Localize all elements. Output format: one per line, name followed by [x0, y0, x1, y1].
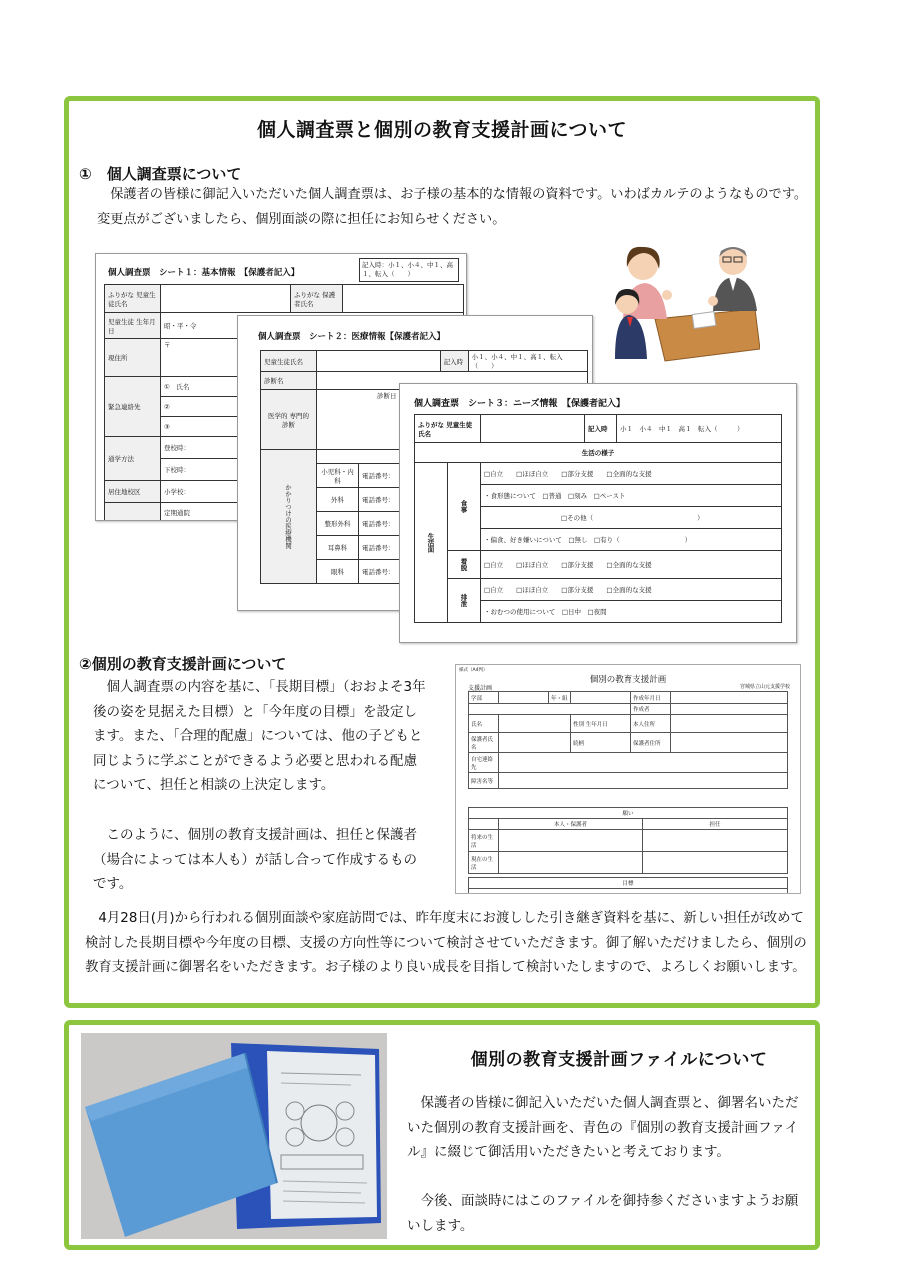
plan-table-wishes — [468, 807, 788, 874]
sheet2-cell: 整形外科 — [317, 512, 359, 536]
sheet1-cell: 氏名 — [176, 383, 190, 391]
sheet1-cell: 〒 — [161, 339, 464, 377]
plan-cell: 目標 — [469, 878, 788, 889]
sheet1-cell: 通学方法 — [105, 437, 161, 481]
folder-photo — [81, 1033, 387, 1239]
file-request: 今後、面談時にはこのファイルを御持参くださいますようお願いします。 — [407, 1193, 799, 1234]
sheet2-cell: 診断名 — [261, 372, 317, 390]
sheet1-cell: ふりがな 児童生徒氏名 — [105, 285, 161, 313]
sheet1-cell: 登校時： — [161, 437, 464, 459]
file-panel — [64, 1020, 820, 1250]
plan-cell: 年・組 — [549, 692, 571, 704]
plan-sub-left: 支援計画 — [468, 685, 493, 692]
file-title: 個別の教育支援計画ファイルについて — [470, 1050, 768, 1070]
sheet1-cell: ② — [161, 397, 464, 417]
sheet2-cell: 耳鼻科 — [317, 536, 359, 560]
plan-cell: 保護者氏名 — [469, 733, 499, 753]
meeting-illustration — [615, 239, 760, 364]
plan-cell: 学部 — [469, 692, 499, 704]
plan-description: 個人調査票の内容を基に、「長期目標」（おおよそ3年後の姿を見据えた目標）と「今年度の目標」を設定します。また、「合理的配慮」については、他の子どもと同じように学ぶことができるよう必要と思われる配慮について、担任と相談の上決定します。 — [93, 679, 426, 793]
sheet3-row: □その他（ ） — [481, 507, 782, 529]
sheet2-cell: 電話番号： — [359, 464, 588, 488]
plan-sub-right: 宮城県立山元支援学校 — [739, 684, 790, 690]
sheet2-cell: 小１、小４、中１、高１、転入（ ） — [468, 351, 587, 372]
plan-heading: ②個別の教育支援計画について — [79, 655, 287, 673]
plan-cell: 担任 — [643, 819, 788, 830]
plan-form-title: 個別の教育支援計画 — [589, 675, 667, 685]
sheet1-cell: 居住地校区 — [105, 481, 161, 503]
sheet2-cell: 医学的 専門的 診断 — [261, 390, 317, 450]
sheet1-entry-box: 記入時：小１、小４、中１、高１、転入（ ） — [359, 258, 459, 282]
sheet2-title: 個人調査票 シート２：医療情報【保護者記入】 — [258, 332, 446, 342]
sheet2-cell: 電話番号： — [359, 536, 588, 560]
sheet3-row: □自立 □ほぼ自立 □部分支援 □全面的な支援 — [481, 579, 782, 601]
file-description: 保護者の皆様に御記入いただいた個人調査票と、御署名いただいた個別の教育支援計画を、青色の『個別の教育支援計画ファイル』に綴じて御活用いただきたいと考えております。 — [407, 1095, 799, 1160]
plan-cell: 自宅連絡先 — [469, 753, 499, 773]
plan-cell: 続柄 — [571, 733, 631, 753]
meeting-notice: 4月28日(月)から行われる個別面談や家庭訪問では、昨年度末にお渡しした引き継ぎ資料を基に、新しい担任が改めて検討した長期目標や今年度の目標、支援の方向性等について検討させていただきます。御了解いただけましたら、個別の教育支援計画に御署名をいただきます。お子様のより良い成長を目指して検討いたしますので、よろしくお願いします。 — [85, 911, 807, 975]
plan-cell: 保護者住所 — [631, 733, 671, 753]
sheet2-cell: 記入時 — [440, 351, 468, 372]
sheet2-cell: 小児科・内科 — [317, 464, 359, 488]
sheet1-cell: ① — [164, 383, 170, 391]
sheet1-cell: ③ — [161, 417, 464, 437]
sheet3-entry-label: 記入時 — [585, 415, 617, 443]
sheet2-cell: 診断日 — [317, 390, 588, 450]
page-title: 個人調査票と個別の教育支援計画について — [256, 119, 628, 141]
sheet3-section: 生活の様子 — [415, 443, 782, 463]
plan-table-goal — [468, 877, 788, 894]
plan-cell: 願い — [469, 808, 788, 819]
plan-cell: 生年月日 — [585, 721, 608, 728]
plan-cell: 作成者 — [631, 704, 671, 715]
plan-table-basic — [468, 691, 788, 789]
sheet1-cell: 下校時： — [161, 459, 464, 481]
sheet3-row: ・偏食、好き嫌いについて □無し □有り（ ） — [481, 529, 782, 551]
sheet2-cell: 電話番号： — [359, 488, 588, 512]
sheet1-cell: 現住所 — [105, 339, 161, 377]
sheet3-row: ・おむつの使用について □日中 □夜間 — [481, 601, 782, 623]
survey-sheet-3 — [399, 383, 797, 643]
sheet3-row: □自立 □ほぼ自立 □部分支援 □全面的な支援 — [481, 463, 782, 485]
sheet2-cell: 眼科 — [317, 560, 359, 584]
sheet1-cell: 昭・平・令 — [161, 313, 464, 339]
blue-folder-image — [81, 1033, 387, 1239]
sheet3-name-label: ふりがな 児童生徒氏名 — [415, 415, 481, 443]
plan-cell: 現在の生活 — [469, 852, 499, 874]
sheet3-row: ・食形態について □普通 □刻み □ペースト — [481, 485, 782, 507]
info-panel — [64, 96, 820, 1008]
sheet2-cell: かかりつけの医療機関 — [261, 450, 317, 584]
plan-cell: 本人住所 — [631, 715, 671, 733]
sheet1-cell: 小学校： — [161, 481, 464, 503]
sheet3-entry-value: 小１ 小４ 中１ 高１ 転入（ ） — [617, 415, 782, 443]
sheet1-cell: 緊急連絡先 — [105, 377, 161, 437]
plan-cell: 本人・保護者 — [499, 819, 643, 830]
plan-cell: 氏名 — [469, 715, 499, 733]
sheet3-row-label: 食事 — [448, 463, 481, 551]
sheet2-cell: 電話番号： — [359, 512, 588, 536]
survey-description: 保護者の皆様に御記入いただいた個人調査票は、お子様の基本的な情報の資料です。いわばカルテのようなものです。変更点がございましたら、個別面談の際に担任にお知らせください。 — [97, 187, 808, 227]
sheet3-title: 個人調査票 シート３：ニーズ情報 【保護者記入】 — [414, 399, 626, 409]
sheet2-cell: 児童生徒氏名 — [261, 351, 317, 372]
sheet1-title: 個人調査票 シート１：基本情報 【保護者記入】 — [108, 268, 300, 278]
support-plan-form — [455, 664, 801, 894]
sheet3-row: □自立 □ほぼ自立 □部分支援 □全面的な支援 — [481, 551, 782, 579]
sheet3-row-label: 着脱 — [448, 551, 481, 579]
sheet3-table — [414, 414, 782, 623]
sheet2-cell: 電話番号： — [359, 560, 588, 584]
sheet1-cell: 児童生徒 生年月日 — [105, 313, 161, 339]
plan-cell: 将来の生活 — [469, 830, 499, 852]
plan-cell: 作成年月日 — [631, 692, 671, 704]
sheet3-row-label: 排泄 — [448, 579, 481, 623]
sheet3-row-label: 生活面 — [415, 463, 448, 623]
plan-corner: 様式（A4判） — [459, 668, 488, 673]
plan-cell: 性別 — [573, 721, 585, 728]
survey-heading: ① 個人調査票について — [79, 165, 242, 183]
sheet2-cell: 外科 — [317, 488, 359, 512]
plan-summary: このように、個別の教育支援計画は、担任と保護者（場合によっては本人も）が話し合って作成するものです。 — [93, 827, 417, 892]
plan-cell: 障害名等 — [469, 773, 499, 789]
sheet1-cell: 定期通院 — [161, 503, 464, 522]
sheet1-cell: ふりがな 保護者氏名 — [291, 285, 343, 313]
